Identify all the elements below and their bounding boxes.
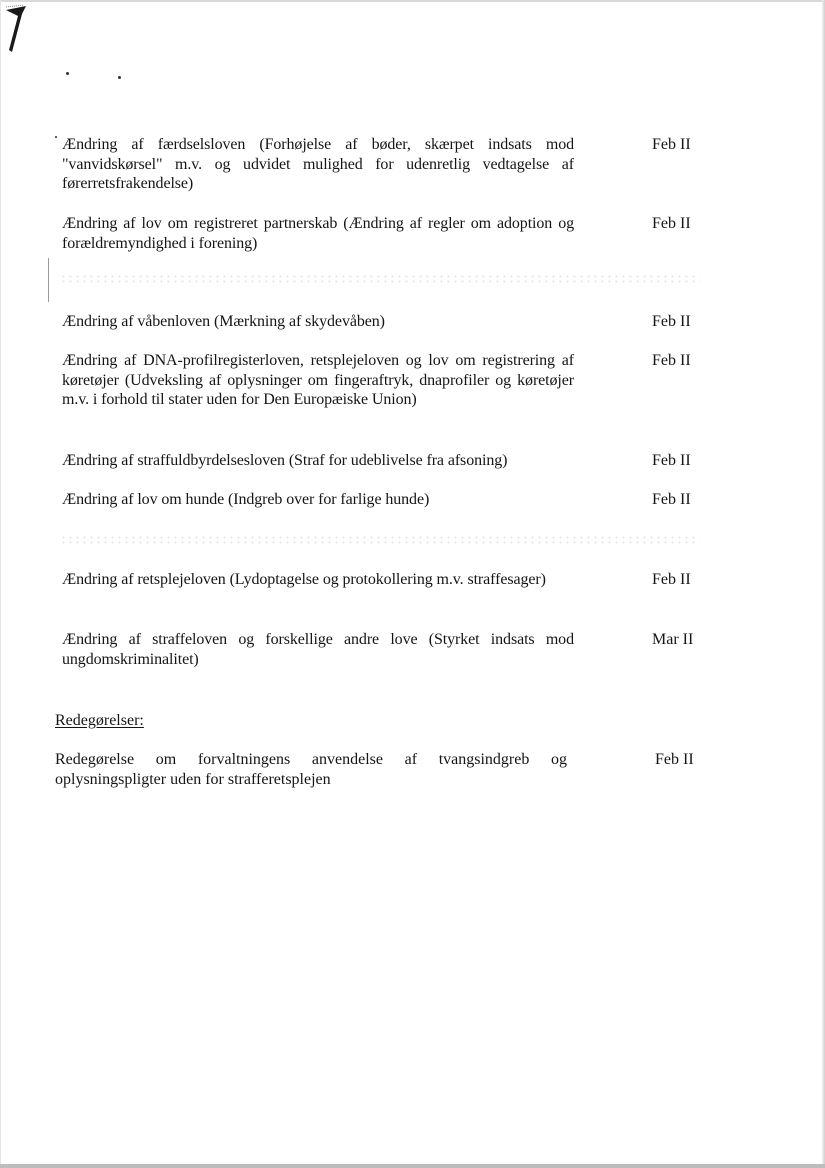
corner-pen-mark [4,4,28,56]
entry-title: Ændring af lov om hunde (Indgreb over for farlige hunde) [62,491,430,508]
stray-dot [118,76,121,79]
entry-date: Feb II [652,571,691,588]
faint-bleed-through-row [60,535,700,545]
entry-title: Ændring af DNA-profilregisterloven, retsplejeloven og lov om registrering af køretøjer (Udveksling af oplysninger om fingeraftryk, dnaprofiler og køretøjer m.v. i forhold til stater uden for Den Europæiske Union) [62,352,574,408]
section-heading: Redegørelser: [55,712,144,729]
faint-bleed-through-row [60,274,700,284]
entry-title: Ændring af færdselsloven (Forhøjelse af bøder, skærpet indsats mod "vanvidskørsel" m.v. og udvidet mulighed for udenretlig vedtagelse af førerretsfrakendelse) [62,136,574,192]
entry-date: Feb II [652,136,691,153]
scan-edge-top [0,0,825,2]
scan-edge-left [0,0,1,1168]
entry-date: Mar II [652,631,694,648]
entry-title: Ændring af straffeloven og forskellige andre love (Styrket indsats mod ungdomskriminalitet) [62,631,574,668]
report-date: Feb II [655,751,694,768]
entry-title: Ændring af våbenloven (Mærkning af skydevåben) [62,313,385,330]
entry-date: Feb II [652,215,691,232]
entry-date: Feb II [652,491,691,508]
entry-date: Feb II [652,452,691,469]
entry-title: Ændring af retsplejeloven (Lydoptagelse og protokollering m.v. straffesager) [62,571,546,588]
entry-title: Ændring af lov om registreret partnerskab (Ændring af regler om adoption og forældremyndighed i forening) [62,215,574,252]
entry-title: Ændring af straffuldbyrdelsesloven (Straf for udeblivelse fra afsoning) [62,452,508,469]
margin-mark [48,258,49,302]
scan-edge-bottom [0,1164,825,1168]
entry-date: Feb II [652,352,691,369]
stray-dot [55,136,57,138]
report-title: Redegørelse om forvaltningens anvendelse af tvangsindgreb og oplysningspligter uden for strafferetsplejen [55,751,567,788]
stray-dot [66,72,69,75]
entry-date: Feb II [652,313,691,330]
